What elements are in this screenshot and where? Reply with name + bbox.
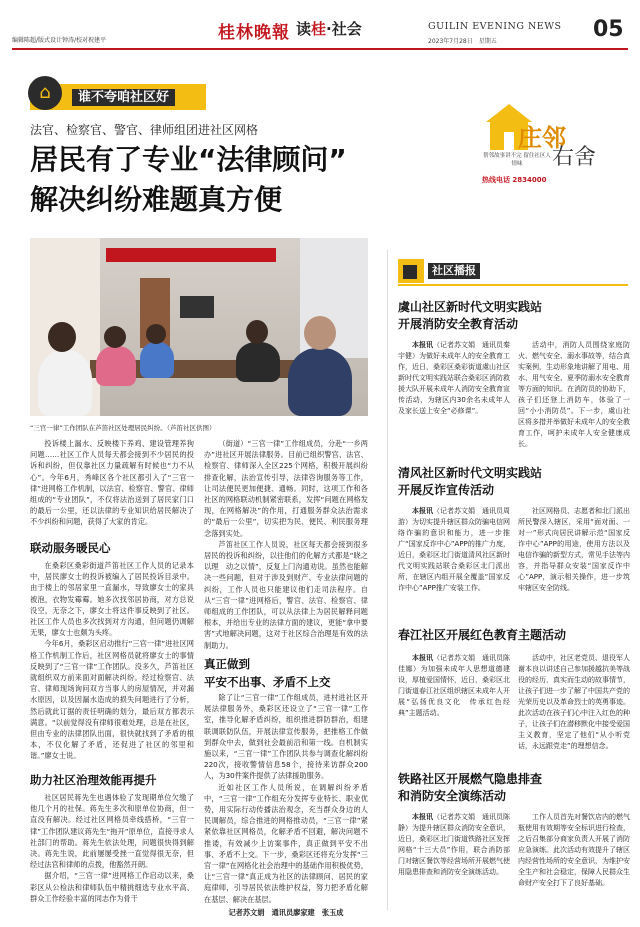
news-title-4 [398, 771, 630, 805]
news-dateline: 本报讯 [412, 654, 433, 662]
article-byline: 记者苏文娟 通讯员廖家建 张玉成 [228, 907, 344, 917]
article-paragraph: 社区居民蒋先生也遇体验了发现期单位欠缴了他几个月的社保。蒋先生多次和原单位协商，但一直没有解决。经过社区网格员牵线搭桥，“三官一律”工作团队建议蒋先生“拖开”原单位，直接寻求人社部门的帮助。蒋先生依法处理，问题很快得到解决。蒋先生说，此前屡屡受挫一直觉得很无奈，但经过法官和律师的点拨，他豁然开朗。 [30, 793, 194, 870]
article-paragraph: 芦笛社区工作人员说，社区每天都会接到很多居民的投诉和纠纷，以往他们的化解方式都是“晓之以理 动之以情”，反复上门沟通劝说。虽然也能解决一些问题，但对于涉及到财产、专业法律问题的纠纷，工作人员也只能建议他们走司法程序。自从“三官一律”进网格后，警官、法官、检察官、律师组成的工作团队，可以从法律上为居民解释问题根本，并给出专业的法律方面的建议，更能“拿中要害”式地解决问题，这对于社区综合治理是有效的法制助力。 [204, 539, 368, 650]
article-column-2b [204, 692, 368, 918]
news-dateline: 本报讯 [412, 341, 433, 349]
news-body-1a [398, 340, 510, 417]
news-title-line: 虞山社区新时代文明实践站 [398, 300, 543, 314]
news-paragraph: （记者苏文娟 通讯员陈佳娜）为加强未成年人思想道德建设，厚植爱国情怀，近日，桑彩区北门街道春江社区组织辖区未成年人开展“弘扬优良文化 传承红色经典”主题活动。 [398, 654, 510, 717]
weekday-text: 星期五 [478, 38, 497, 45]
section-suffix: ·社会 [326, 20, 362, 38]
article-paragraph: （街道）“三官一律”工作组成员，分赴“一乡两办”进社区开展法律服务。目前已组织警官、法官、检察官、律师深入全区225个网格，积极开展纠纷排查化解，法治宣传引导，法律咨询服务等工作，让司法便民更加便捷、通畅。同时，这项工作和各社区的网格联动机制紧密联系，发挥“问题在网格发现，在网格解决”的作用，打通服务群众法治需求的“最后一公里”，切实把为民、便民、利民服务理念落到实处。 [204, 439, 368, 538]
news-title-line: 春江社区开展红色教育主题活动 [398, 628, 567, 642]
article-subhead-2: 助力社区治理效能再提升 [30, 773, 157, 787]
article-kicker: 法官、检察官、警官、律师组团进社区网格 [30, 123, 259, 137]
section-title [296, 18, 362, 39]
news-title-2 [398, 465, 630, 499]
column-divider [387, 250, 388, 910]
news-badge [398, 259, 498, 283]
news-title-3 [398, 627, 630, 644]
home-icon: ⌂ [28, 76, 62, 110]
news-title-line: 开展反诈宣传活动 [398, 483, 495, 497]
column-logo [478, 96, 608, 196]
issue-date [428, 36, 497, 45]
news-title-line: 铁路社区开展燃气隐患排查 [398, 772, 543, 786]
article-photo [30, 238, 368, 416]
article-paragraph: 近如社区工作人员所说，在调解纠纷矛盾中，“三官一律”工作组充分发挥专业特长、职业优势，用实际行动传播法治观念，充当群众身边的人民调解员，综合推进的网格推动员，“三官一律”紧紧依靠社区网格员，化解矛盾不回避，解决问题不推诿，有效减少上访案事件，真正做到平安不出事、矛盾不上交。下一步，桑彩区还将充分发挥“三官一律”在网格化社会治理中的基础作用积极优势，让“三官一律”真正成为社区的法律顾问、居民的家庭律师，引导居民依法维护权益，努力把矛盾化解在基层、解决在基层。 [204, 782, 368, 904]
headline-line-2: 解决纠纷难题真方便 [30, 183, 283, 216]
news-badge-label: 社区播报 [428, 263, 480, 279]
news-paragraph: （记者苏文娟 通讯员陈静）为提升辖区群众消防安全意识，近日，桑彩区北门街道铁路社区发挥网格“十三大员”作用，联合消防部门对辖区餐饮等经营场所开展燃气使用隐患排查和消防安全演练活动。 [398, 813, 510, 876]
article-paragraph: 除了让“三官一律”工作组成员，进村进社区开展法律服务外，桑彩区还设立了“三官一律”工作室，推导化解矛盾纠纷，组织推进群防群治，组建联调联防队伍，开展法律宣传服务，把推格工作做到群众中去，做到社会最前沿和第一线。自机制实施以来，“三官一律”工作团队共参与调查化解纠纷220次，接收警情信息58个，接待来访群众200人，为30件案件提供了法律援助服务。 [204, 693, 368, 781]
photo-caption: “三官一律”工作团队在芦笛社区处理居民纠纷。（芦笛社区供图） [30, 424, 216, 432]
news-body-1b [518, 340, 630, 450]
logo-title-2: 右舍 [552, 145, 597, 170]
article-paragraph: 在桑彩区桑彩街道芦笛社区工作人员的记录本中，居民廖女士的投诉被编入了居民投诉目录中。由于楼上的邻居家里一直漏水，导致廖女士的家具被泡，衣物发霉霉。她多次找邻居协商，对方总说没空，无奈之下，廖女士将这件事反映到了社区。社区工作人员也多次找到对方沟通，但问题仍调解无果，廖女士也颇为头疼。 [30, 561, 194, 638]
column-badge-label: 谁不夸咱社区好 [72, 89, 175, 106]
logo-title-1: 庄邻 [518, 123, 566, 152]
broadcast-icon [398, 259, 424, 283]
page-header [0, 0, 640, 50]
article-paragraph: 据介绍，“三官一律”进网格工作启动以来，桑彩区从公检法和律师队伍中精挑细选专业水平高、群众工作经验丰富的同志作为骨干 [30, 871, 194, 903]
news-paragraph: 工作人员首先对餐饮店内的燃气瓶使用有效期等安全标识进行检查，之后召集部分商家负责人开展了消防应急演练。此次活动有效提升了辖区内经营性场所的安全意识，为维护安全生产和社会稳定，保障人民群众生命财产安全打下了良好基础。 [518, 813, 630, 887]
news-body-2a [398, 506, 510, 594]
news-title-line: 开展消防安全教育活动 [398, 317, 519, 331]
article-subhead-1: 联动服务暖民心 [30, 541, 111, 555]
date-text: 2023年7月28日 [428, 38, 473, 45]
news-title-line: 和消防安全演练活动 [398, 789, 507, 803]
news-body-4b [518, 812, 630, 889]
news-paragraph: （记者苏文娟 通讯员秦宇健）为做好未成年人的安全教育工作，近日，桑彩区桑彩街道虞山社区新时代文明实践站联合桑彩区消防救援大队开展未成年人消防安全教育宣传活动，为辖区内30余名未成年人及家长送上安全“必修课”。 [398, 341, 510, 415]
news-dateline: 本报讯 [412, 813, 433, 821]
article-intro: 投诉楼上漏水、反映楼下养鸡、建设管理养狗问题……社区工作人员每天都会接到不少居民的投诉和纠纷，但仅靠社区力量疏解有时候也“力不从心”。今年6月，秀峰区各个社区都引入了“三官一律”进网格工作机制，以法官、检察官、警官、律师组成的“专业团队”，不仅将法治送到了居民家门口的最后一公里，还以法律的专业知识给居民解决了不少纠纷和问题，获得了大家的肯定。 [30, 439, 194, 527]
newspaper-masthead: 桂林晚報 [218, 23, 290, 43]
news-paragraph: 活动中，消防人员围绕家庭防火、燃气安全、溺水事故等，结合真实案例，生动形象地讲解了用电、用水、用气安全、夏季防溺水安全教育等方面的知识。在消防员的协助下，孩子们还登上消防车，体验了一回“小小消防员”。下一步，虞山社区将多措并举做好未成年人的安全教育工作，呵护未成年人安全健康成长。 [518, 341, 630, 448]
news-dateline: 本报讯 [412, 507, 433, 515]
article-column-1b [30, 560, 194, 762]
headline-line-1: 居民有了专业“法律顾问” [30, 143, 347, 176]
news-title-line: 清风社区新时代文明实践站 [398, 466, 543, 480]
section-prefix: 读 [296, 20, 312, 38]
news-body-3a [398, 653, 510, 719]
news-title-1 [398, 299, 630, 333]
news-paragraph: （记者苏文娟 通讯员周游）为切实提升辖区群众防骗电信网络诈骗的意识和能力，进一步推广“国家反诈中心”APP的推广力度，近日，桑彩区北门街道清风社区新时代文明实践站联合桑彩区北门派出所，在辖区内组开展全覆盖“国家反诈中心”APP推广安装工作。 [398, 507, 510, 592]
article-column-1 [30, 438, 194, 528]
article-headline [30, 140, 450, 220]
section-highlight: 桂 [311, 20, 327, 38]
article-column-2 [204, 438, 368, 651]
news-body-2b [518, 506, 630, 594]
header-rule [12, 48, 628, 50]
hotline-number: 热线电话 2834000 [482, 176, 547, 184]
article-subhead-3b: 平安不出事、矛盾不上交 [204, 675, 331, 689]
article-subhead-3: 真正做到 [204, 657, 250, 671]
column-badge [30, 84, 206, 110]
news-body-3b [518, 653, 630, 752]
news-paragraph: 活动中，社区老党员、退役军人谢本良以讲述自己参加援越抗美等战役的经历，真实而生动的故事情节，让孩子们进一步了解了中国共产党的光荣历史以及革命烈士的英勇事迹。此次活动在孩子们心中注入红色的种子，让孩子们在潜移默化中接受爱国主义教育，坚定了他们“从小听党话，永远跟党走”的理想信念。 [518, 654, 630, 750]
news-body-4a [398, 812, 510, 878]
news-paragraph: 社区网格员、志愿者和北门派出所民警深入辖区，采用“面对面、一对一”形式向居民讲解示范“国家反诈中心”APP的用途，使用方法以及电信诈骗的新型方式，常见手法等内容，并指导群众安装“国家反诈中心”APP，演示相关操作，进一步筑牢辖区安全防线。 [518, 507, 630, 592]
editor-credits: 编辑陈超/版式设计钟涛/校对祝建平 [12, 37, 107, 44]
article-paragraph: 今年6月，桑彩区启动推行“三官一律”进社区网格工作机制工作后，社区网格员就将廖女士的事情反映到了“三官一律”工作团队。没多久，芦笛社区就组织双方前来面对面解决纠纷。经过检察官、法官、律师现场询问双方当事人的房屋情况，并对漏水原因，以及因漏水造成的损失问题进行了分析，然后就此订据的责任明确的划分，最后双方都表示满意。“以前觉得没有律师很难处理，总是在社区，但由专业的法律团队出面，很快就找到了矛盾的根本，不仅化解了矛盾，还促进了社区的邻里和谐。”廖女士说。 [30, 639, 194, 761]
article-column-1c [30, 792, 194, 904]
logo-slogan: 帮邻故事讲不完 留住社区人情味 [483, 153, 551, 167]
page-number: 05 [593, 17, 624, 42]
english-name: GUILIN EVENING NEWS [428, 21, 562, 32]
photo-banner [106, 248, 276, 262]
